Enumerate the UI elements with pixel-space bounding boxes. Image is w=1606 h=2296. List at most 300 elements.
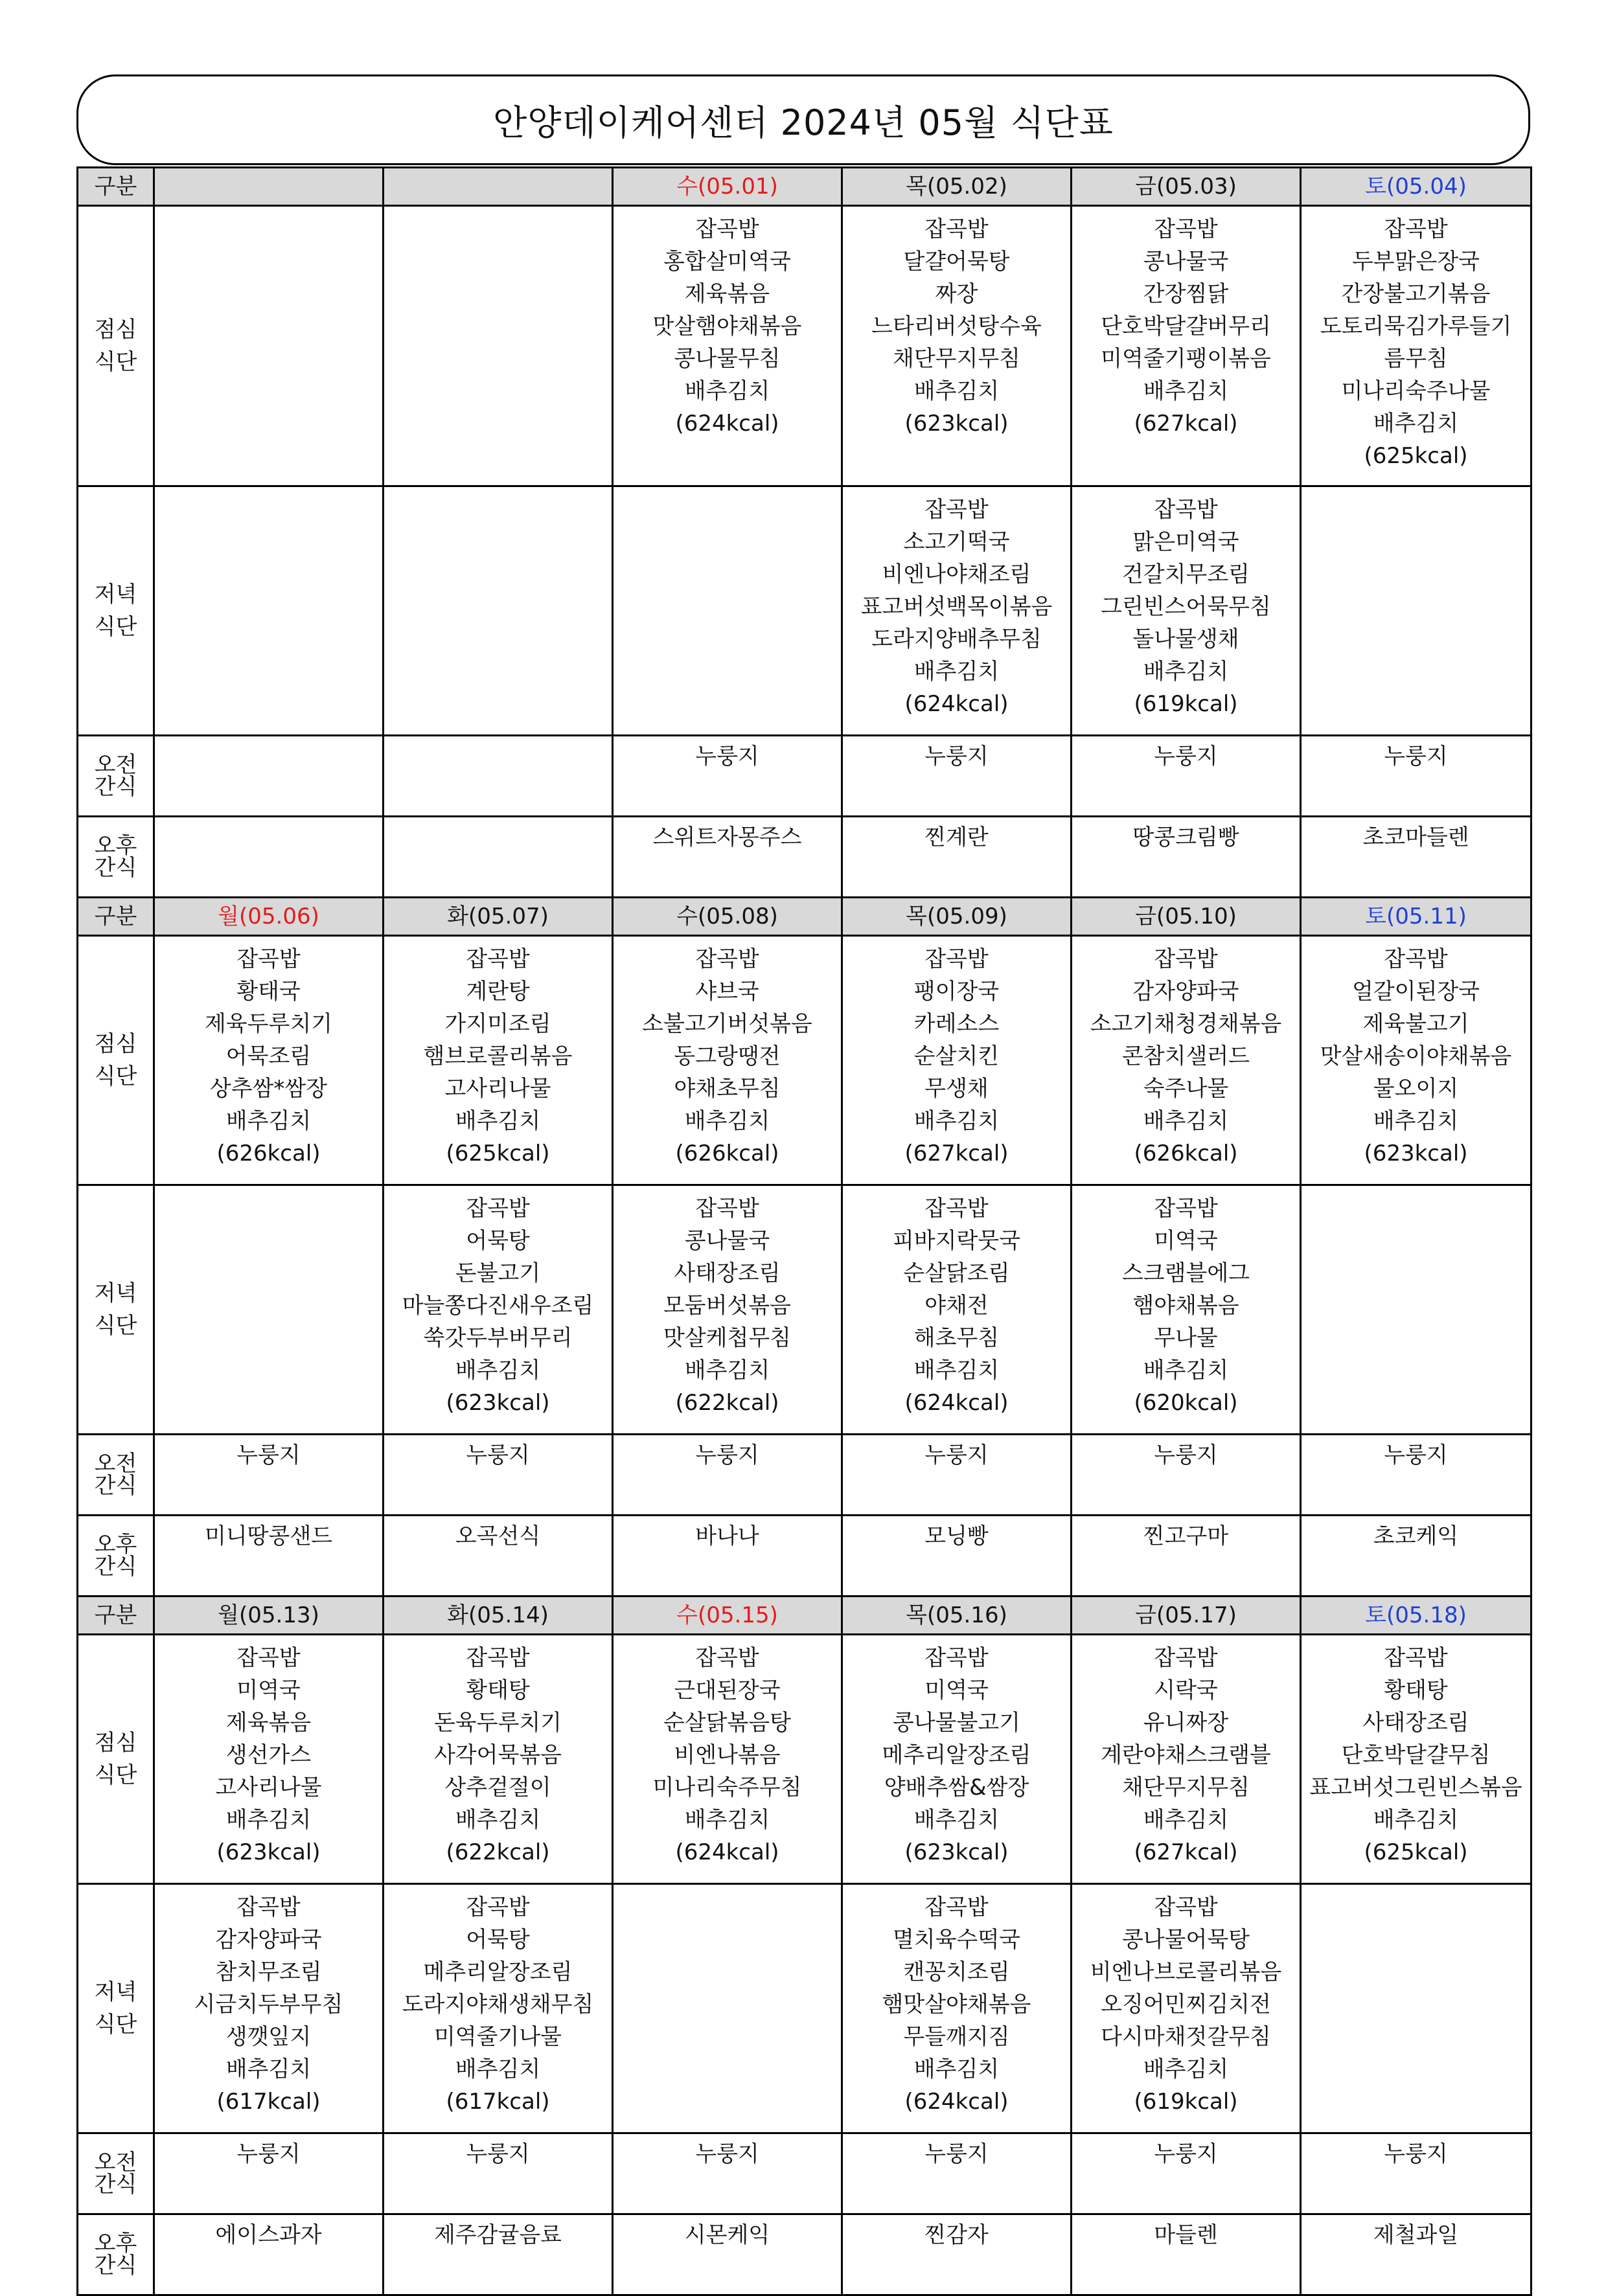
- menu-item: 잡곡밥: [1154, 216, 1218, 242]
- menu-item: 잡곡밥: [924, 946, 989, 972]
- meal-cell: [842, 206, 1072, 486]
- meal-row: [78, 1185, 1531, 1435]
- menu-item: 표고버섯그린빈스볶음: [1309, 1775, 1522, 1801]
- snack-cell: 찐계란: [842, 817, 1072, 898]
- menu-item: (619kcal): [1134, 691, 1238, 717]
- day-header: 금(05.03): [1072, 168, 1301, 206]
- row-label-line: 오전: [94, 2150, 137, 2176]
- meal-cell: [1301, 206, 1531, 486]
- snack-cell: 누룽지: [842, 1435, 1072, 1516]
- menu-item: 잡곡밥: [1154, 1196, 1218, 1222]
- meal-cell: [1301, 1635, 1531, 1884]
- snack-cell: 누룽지: [1301, 1435, 1531, 1516]
- meal-cell: [384, 486, 613, 736]
- menu-item: 잡곡밥: [1154, 1645, 1218, 1671]
- menu-item: (622kcal): [675, 1390, 779, 1416]
- row-label-line: 점심: [94, 1730, 137, 1756]
- menu-item: 순살닭볶음탕: [663, 1710, 792, 1736]
- menu-item: 돈불고기: [455, 1260, 541, 1286]
- menu-item: (622kcal): [446, 1839, 550, 1865]
- snack-row: [78, 1435, 1531, 1516]
- snack-cell: [154, 736, 384, 817]
- row-label: [78, 206, 154, 486]
- menu-item: 잡곡밥: [1154, 497, 1218, 523]
- row-label: [78, 936, 154, 1185]
- menu-item: 감자양파국: [215, 1927, 322, 1953]
- menu-item: 잡곡밥: [466, 1645, 530, 1671]
- menu-item: 콩나물불고기: [892, 1710, 1021, 1736]
- menu-item: 배추김치: [225, 1108, 312, 1134]
- menu-item: 시락국: [1154, 1677, 1218, 1703]
- snack-cell: 누룽지: [384, 2133, 613, 2214]
- menu-item: 배추김치: [913, 659, 1000, 685]
- menu-item: 배추김치: [913, 1358, 1000, 1383]
- row-label-line: 식단: [94, 1762, 137, 1788]
- menu-item: 멸치육수떡국: [892, 1927, 1021, 1953]
- row-label-line: 오후: [94, 1532, 137, 1558]
- menu-item: 배추김치: [1373, 1807, 1459, 1833]
- menu-item: 물오이지: [1373, 1076, 1459, 1102]
- snack-cell: 초코마들렌: [1301, 817, 1531, 898]
- menu-item: (623kcal): [446, 1390, 550, 1416]
- menu-item: 소고기떡국: [903, 529, 1010, 555]
- row-label-line: 식단: [94, 349, 137, 375]
- meal-cell: [1301, 1185, 1531, 1435]
- menu-item: 미나리숙주무침: [652, 1775, 802, 1801]
- menu-item: (624kcal): [904, 2089, 1009, 2115]
- menu-item: 황태탕: [466, 1677, 530, 1703]
- meal-cell: [842, 1635, 1072, 1884]
- menu-item: 숙주나물: [1143, 1076, 1229, 1102]
- snack-cell: 누룽지: [384, 1435, 613, 1516]
- row-label-line: 점심: [94, 1031, 137, 1057]
- header-label: 구분: [78, 898, 154, 936]
- meal-cell: [154, 1884, 384, 2133]
- menu-item: 그린빈스어묵무침: [1101, 594, 1271, 620]
- menu-item: 잡곡밥: [695, 1645, 759, 1671]
- meal-cell: [384, 1884, 613, 2133]
- menu-item: 황태국: [236, 979, 301, 1005]
- menu-item: 배추김치: [913, 1807, 1000, 1833]
- menu-item: 배추김치: [1143, 1358, 1229, 1383]
- menu-item: 미역줄기나물: [433, 2024, 562, 2050]
- menu-item: 콩나물국: [684, 1228, 770, 1254]
- meal-cell: [842, 936, 1072, 1185]
- menu-item: 잡곡밥: [924, 1894, 989, 1920]
- week-header-row: [78, 898, 1531, 936]
- menu-item: (626kcal): [675, 1141, 779, 1166]
- menu-item: (623kcal): [1364, 1141, 1468, 1166]
- menu-item: 잡곡밥: [1154, 946, 1218, 972]
- meal-cell: [1301, 486, 1531, 736]
- menu-item: 미역국: [924, 1677, 989, 1703]
- menu-item: 무생채: [924, 1076, 989, 1102]
- menu-item: 생선가스: [225, 1742, 312, 1768]
- menu-item: (623kcal): [904, 411, 1009, 437]
- menu-item: 잡곡밥: [1384, 946, 1448, 972]
- menu-item: 돌나물생채: [1132, 626, 1239, 652]
- row-label-line: 간식: [94, 855, 137, 881]
- snack-cell: 누룽지: [154, 2133, 384, 2214]
- week-header-row: [78, 168, 1531, 206]
- menu-item: (627kcal): [904, 1141, 1009, 1166]
- menu-item: 잡곡밥: [1384, 1645, 1448, 1671]
- snack-cell: 제철과일: [1301, 2214, 1531, 2295]
- menu-item: 소고기채청경채볶음: [1090, 1011, 1282, 1037]
- day-header: 금(05.10): [1072, 898, 1301, 936]
- snack-cell: 누룽지: [1072, 1435, 1301, 1516]
- meal-cell: [1072, 1185, 1301, 1435]
- row-label-line: 오전: [94, 1451, 137, 1477]
- menu-item: 사각어묵볶음: [433, 1742, 562, 1768]
- day-header: 수(05.15): [613, 1597, 842, 1635]
- menu-item: 배추김치: [455, 1807, 541, 1833]
- menu-item: 햄브로콜리볶음: [423, 1043, 573, 1069]
- menu-item: 건갈치무조림: [1121, 562, 1250, 587]
- snack-cell: 찐고구마: [1072, 1516, 1301, 1597]
- menu-item: (626kcal): [216, 1141, 321, 1166]
- meal-row: [78, 936, 1531, 1185]
- menu-item: 사태장조림: [674, 1260, 781, 1286]
- meal-cell: [1072, 1635, 1301, 1884]
- meal-cell: [1072, 936, 1301, 1185]
- menu-item: 배추김치: [455, 1108, 541, 1134]
- menu-item: 도라지양배추무침: [871, 626, 1042, 652]
- menu-item: 생깻잎지: [225, 2024, 312, 2050]
- row-label-line: 오후: [94, 2231, 137, 2256]
- meal-cell: [613, 1185, 842, 1435]
- menu-item: (624kcal): [904, 691, 1009, 717]
- snack-cell: 찐감자: [842, 2214, 1072, 2295]
- meal-cell: [1072, 1884, 1301, 2133]
- meal-cell: [384, 1635, 613, 1884]
- menu-item: 사태장조림: [1362, 1710, 1469, 1736]
- menu-item: 비엔나야채조림: [882, 562, 1031, 587]
- meal-row: [78, 206, 1531, 486]
- menu-item: 미나리숙주나물: [1341, 378, 1491, 404]
- snack-cell: 미니땅콩샌드: [154, 1516, 384, 1597]
- menu-item: 잡곡밥: [236, 1645, 301, 1671]
- menu-item: 다시마채젓갈무침: [1101, 2024, 1271, 2050]
- menu-item: 순살닭조림: [903, 1260, 1010, 1286]
- row-label: [78, 1185, 154, 1435]
- header-label: 구분: [78, 1597, 154, 1635]
- menu-item: 순살치킨: [913, 1043, 1000, 1069]
- menu-item: (626kcal): [1134, 1141, 1238, 1166]
- menu-item: 시금치두부무침: [194, 1992, 343, 2018]
- menu-item: 배추김치: [1373, 411, 1459, 437]
- meal-cell: [154, 936, 384, 1185]
- day-header: 월(05.13): [154, 1597, 384, 1635]
- menu-table: [76, 166, 1532, 2296]
- row-label-line: 저녁: [94, 1280, 137, 1306]
- menu-item: 잡곡밥: [695, 946, 759, 972]
- menu-item: (623kcal): [216, 1839, 321, 1865]
- snack-cell: 누룽지: [613, 736, 842, 817]
- menu-item: (624kcal): [675, 411, 779, 437]
- meal-cell: [154, 486, 384, 736]
- menu-item: (625kcal): [446, 1141, 550, 1166]
- menu-item: 잡곡밥: [924, 1645, 989, 1671]
- menu-item: 상추쌈*쌈장: [209, 1076, 328, 1102]
- menu-item: 배추김치: [913, 1108, 1000, 1134]
- day-header: 화(05.14): [384, 1597, 613, 1635]
- menu-item: 잡곡밥: [924, 216, 989, 242]
- meal-cell: [613, 936, 842, 1185]
- row-label: [78, 1884, 154, 2133]
- menu-item: 유니짜장: [1143, 1710, 1229, 1736]
- menu-item: 양배추쌈&쌈장: [884, 1775, 1029, 1801]
- day-header: 목(05.02): [842, 168, 1072, 206]
- snack-cell: 제주감귤음료: [384, 2214, 613, 2295]
- menu-item: 맛살새송이야채볶음: [1320, 1043, 1512, 1069]
- snack-row: [78, 1516, 1531, 1597]
- day-header: [384, 168, 613, 206]
- snack-cell: 오곡선식: [384, 1516, 613, 1597]
- menu-item: 콩나물어묵탕: [1121, 1927, 1250, 1953]
- snack-row: [78, 736, 1531, 817]
- day-header: 토(05.18): [1301, 1597, 1531, 1635]
- menu-item: 돈육두루치기: [433, 1710, 562, 1736]
- snack-cell: 누룽지: [613, 1435, 842, 1516]
- menu-item: 콩나물국: [1143, 249, 1229, 275]
- menu-item: 해초무침: [913, 1325, 1000, 1351]
- snack-cell: 스위트자몽주스: [613, 817, 842, 898]
- meal-row: [78, 1635, 1531, 1884]
- menu-item: 잡곡밥: [236, 1894, 301, 1920]
- meal-cell: [842, 1185, 1072, 1435]
- day-header: 수(05.01): [613, 168, 842, 206]
- menu-item: 배추김치: [684, 1807, 770, 1833]
- meal-cell: [154, 206, 384, 486]
- menu-item: (617kcal): [216, 2089, 321, 2115]
- meal-cell: [154, 1635, 384, 1884]
- meal-cell: [842, 1884, 1072, 2133]
- menu-item: 배추김치: [1143, 659, 1229, 685]
- meal-cell: [613, 1884, 842, 2133]
- row-label: [78, 1635, 154, 1884]
- menu-item: 맛살케첩무침: [663, 1325, 792, 1351]
- menu-item: 소불고기버섯볶음: [642, 1011, 812, 1037]
- row-label: [78, 2133, 154, 2214]
- menu-item: 잡곡밥: [466, 1196, 530, 1222]
- menu-item: (623kcal): [904, 1839, 1009, 1865]
- menu-item: 오징어민찌김치전: [1101, 1992, 1271, 2018]
- row-label-line: 식단: [94, 1063, 137, 1089]
- menu-item: 홍합살미역국: [663, 249, 792, 275]
- title-box: [76, 74, 1530, 165]
- snack-cell: 누룽지: [1072, 2133, 1301, 2214]
- row-label: [78, 2214, 154, 2295]
- row-label-line: 식단: [94, 2012, 137, 2038]
- menu-item: 배추김치: [225, 2056, 312, 2082]
- menu-item: 단호박달걀버무리: [1101, 313, 1271, 339]
- menu-item: 잡곡밥: [466, 1894, 530, 1920]
- menu-item: (625kcal): [1364, 443, 1468, 469]
- menu-item: 제육불고기: [1362, 1011, 1469, 1037]
- snack-row: [78, 817, 1531, 898]
- row-label-line: 식단: [94, 614, 137, 640]
- menu-item: 콩나물무침: [674, 346, 781, 372]
- header-label: 구분: [78, 168, 154, 206]
- menu-item: 무나물: [1154, 1325, 1218, 1351]
- menu-item: (627kcal): [1134, 1839, 1238, 1865]
- meal-cell: [384, 206, 613, 486]
- menu-item: 비엔나브로콜리볶음: [1090, 1959, 1282, 1985]
- row-label: [78, 817, 154, 898]
- menu-item: 스크램블에그: [1121, 1260, 1250, 1286]
- snack-cell: 누룽지: [1301, 736, 1531, 817]
- menu-item: (624kcal): [904, 1390, 1009, 1416]
- day-header: 토(05.11): [1301, 898, 1531, 936]
- meal-cell: [154, 1185, 384, 1435]
- menu-item: 배추김치: [684, 378, 770, 404]
- menu-item: 짜장: [935, 281, 978, 307]
- menu-item: 배추김치: [913, 2056, 1000, 2082]
- meal-cell: [1072, 486, 1301, 736]
- snack-cell: [154, 817, 384, 898]
- day-header: 목(05.09): [842, 898, 1072, 936]
- menu-item: 어묵조림: [225, 1043, 312, 1069]
- week-header-row: [78, 1597, 1531, 1635]
- menu-item: 배추김치: [1373, 1108, 1459, 1134]
- row-label: [78, 736, 154, 817]
- snack-cell: 누룽지: [842, 736, 1072, 817]
- menu-item: 야채전: [924, 1293, 989, 1319]
- menu-item: 잡곡밥: [924, 497, 989, 523]
- menu-item: 상추겉절이: [444, 1775, 551, 1801]
- meal-cell: [1072, 206, 1301, 486]
- menu-item: (625kcal): [1364, 1839, 1468, 1865]
- menu-item: 감자양파국: [1132, 979, 1239, 1005]
- day-header: 금(05.17): [1072, 1597, 1301, 1635]
- menu-item: (624kcal): [675, 1839, 779, 1865]
- row-label-line: 간식: [94, 2172, 137, 2198]
- menu-item: 배추김치: [684, 1108, 770, 1134]
- menu-item: 두부맑은장국: [1351, 249, 1480, 275]
- menu-item: 콘참치샐러드: [1121, 1043, 1250, 1069]
- row-label-line: 저녁: [94, 582, 137, 608]
- menu-item: 팽이장국: [913, 979, 1000, 1005]
- menu-item: 단호박달걀무침: [1341, 1742, 1491, 1768]
- meal-cell: [842, 486, 1072, 736]
- row-label: [78, 1516, 154, 1597]
- meal-cell: [384, 1185, 613, 1435]
- row-label: [78, 486, 154, 736]
- row-label-line: 저녁: [94, 1979, 137, 2005]
- day-header: 화(05.07): [384, 898, 613, 936]
- row-label-line: 오전: [94, 752, 137, 778]
- meal-row: [78, 486, 1531, 736]
- day-header: 토(05.04): [1301, 168, 1531, 206]
- menu-item: 샤브국: [695, 979, 759, 1005]
- menu-item: 얼갈이된장국: [1351, 979, 1480, 1005]
- meal-row: [78, 1884, 1531, 2133]
- meal-cell: [384, 936, 613, 1185]
- snack-cell: 땅콩크림빵: [1072, 817, 1301, 898]
- menu-item: 도라지야채생채무침: [402, 1992, 594, 2018]
- meal-cell: [1301, 936, 1531, 1185]
- snack-row: [78, 2214, 1531, 2295]
- meal-cell: [1301, 1884, 1531, 2133]
- snack-cell: 누룽지: [1301, 2133, 1531, 2214]
- snack-cell: 누룽지: [1072, 736, 1301, 817]
- menu-item: 달걀어묵탕: [903, 249, 1010, 275]
- menu-item: 배추김치: [684, 1358, 770, 1383]
- menu-item: 캔꽁치조림: [903, 1959, 1010, 1985]
- menu-item: 배추김치: [1143, 1807, 1229, 1833]
- menu-item: 피바지락뭇국: [892, 1228, 1021, 1254]
- menu-item: (617kcal): [446, 2089, 550, 2115]
- menu-item: 잡곡밥: [695, 216, 759, 242]
- menu-item: 잡곡밥: [466, 946, 530, 972]
- menu-item: 어묵탕: [466, 1927, 530, 1953]
- snack-cell: 바나나: [613, 1516, 842, 1597]
- day-header: 월(05.06): [154, 898, 384, 936]
- menu-item: 햄맛살야채볶음: [882, 1992, 1031, 2018]
- menu-item: 가지미조림: [444, 1011, 551, 1037]
- menu-item: 배추김치: [455, 2056, 541, 2082]
- menu-item: 잡곡밥: [695, 1196, 759, 1222]
- menu-item: 계란탕: [466, 979, 530, 1005]
- menu-item: 카레소스: [913, 1011, 1000, 1037]
- menu-item: 배추김치: [913, 378, 1000, 404]
- menu-item: 동그랑땡전: [674, 1043, 781, 1069]
- row-label-line: 간식: [94, 1473, 137, 1499]
- snack-cell: 누룽지: [842, 2133, 1072, 2214]
- menu-item: 잡곡밥: [1154, 1894, 1218, 1920]
- menu-item: 채단무지무침: [1121, 1775, 1250, 1801]
- menu-item: 간장찜닭: [1143, 281, 1229, 307]
- snack-row: [78, 2133, 1531, 2214]
- snack-cell: 마들렌: [1072, 2214, 1301, 2295]
- menu-item: 메추리알장조림: [882, 1742, 1031, 1768]
- menu-item: 무들깨지짐: [903, 2024, 1010, 2050]
- row-label-line: 간식: [94, 2253, 137, 2279]
- menu-item: 잡곡밥: [924, 1196, 989, 1222]
- menu-item: 맑은미역국: [1132, 529, 1239, 555]
- menu-item: (627kcal): [1134, 411, 1238, 437]
- menu-item: 고사리나물: [444, 1076, 551, 1102]
- row-label-line: 식단: [94, 1313, 137, 1339]
- menu-item: 제육볶음: [684, 281, 770, 307]
- menu-item: 배추김치: [1143, 378, 1229, 404]
- menu-item: 채단무지무침: [892, 346, 1021, 372]
- menu-item: 잡곡밥: [1384, 216, 1448, 242]
- day-header: 목(05.16): [842, 1597, 1072, 1635]
- snack-cell: 에이스과자: [154, 2214, 384, 2295]
- menu-item: 모둠버섯볶음: [663, 1293, 792, 1319]
- menu-item: 야채초무침: [674, 1076, 781, 1102]
- menu-item: 미역국: [1154, 1228, 1218, 1254]
- menu-item: 참치무조림: [215, 1959, 322, 1985]
- menu-item: 배추김치: [455, 1358, 541, 1383]
- row-label: [78, 1435, 154, 1516]
- row-label-line: 오후: [94, 833, 137, 859]
- menu-item: 미역줄기팽이볶음: [1101, 346, 1271, 372]
- day-header: [154, 168, 384, 206]
- meal-cell: [613, 206, 842, 486]
- menu-item: 배추김치: [225, 1807, 312, 1833]
- meal-cell: [613, 486, 842, 736]
- menu-item: (620kcal): [1134, 1390, 1238, 1416]
- row-label-line: 점심: [94, 317, 137, 343]
- menu-item: 어묵탕: [466, 1228, 530, 1254]
- snack-cell: 시몬케익: [613, 2214, 842, 2295]
- snack-cell: [384, 817, 613, 898]
- menu-item: 쑥갓두부버무리: [423, 1325, 573, 1351]
- day-header: 수(05.08): [613, 898, 842, 936]
